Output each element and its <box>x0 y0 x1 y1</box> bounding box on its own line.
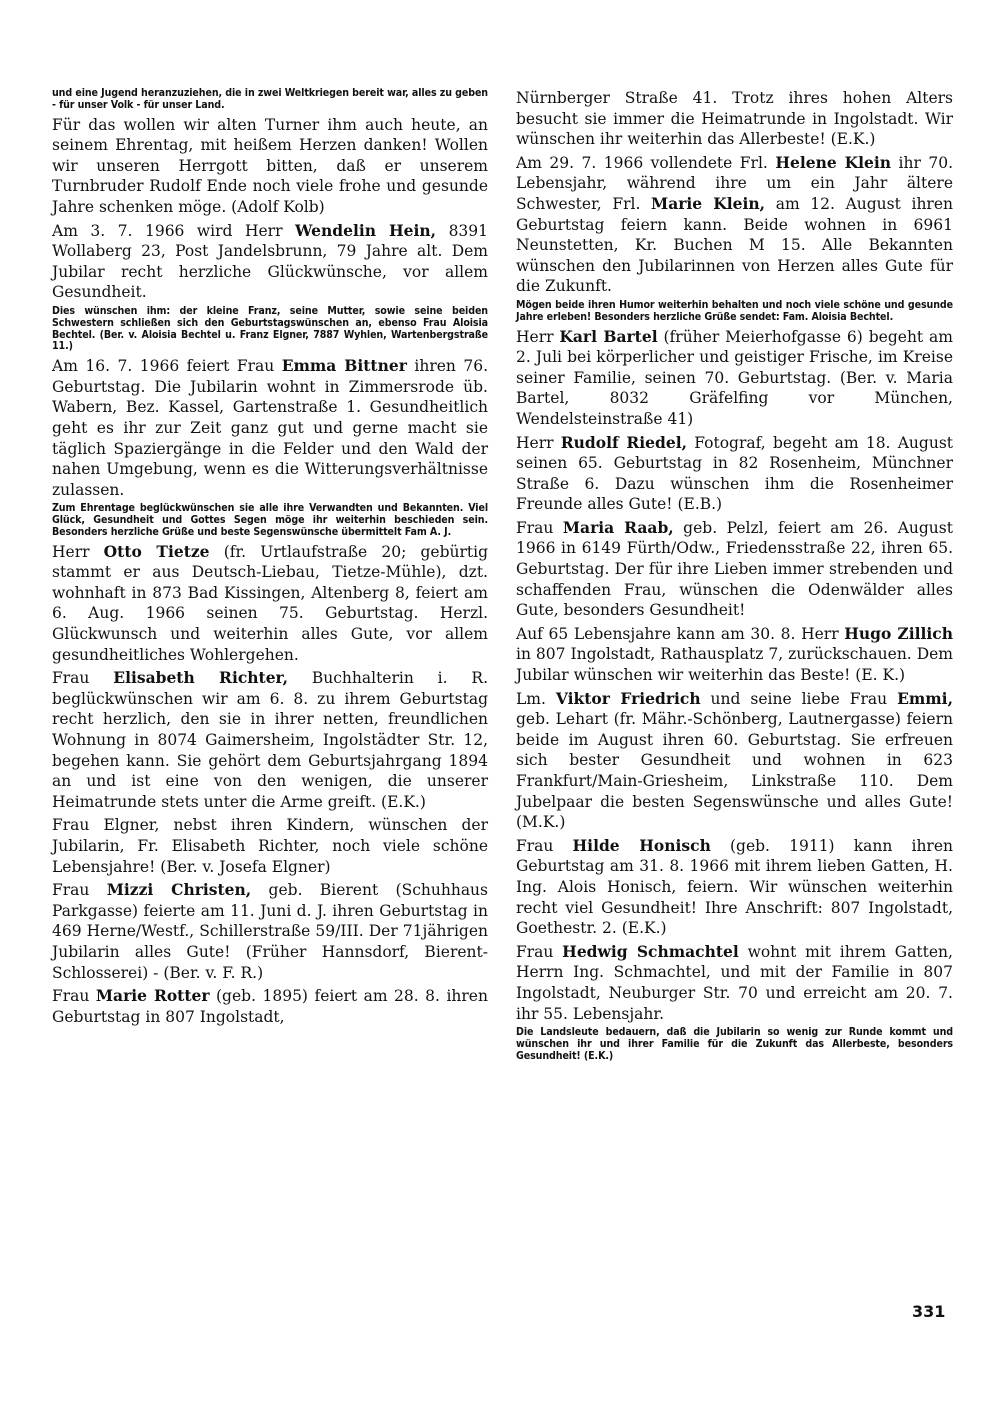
text-run: Am 3. 7. 1966 wird Herr <box>52 221 295 240</box>
text-run: geb. Lehart (fr. Mähr.-Schönberg, Lautnergasse) feiern beide im August ihren 60. Geburtstag. Sie erfreuen sich bester Gesundheit und wohnen in 623 Frankfurt/Main-Griesheim, Linkstraße 110. Dem Jubelpaar die besten Segenswünsche und alles Gute! (M.K.) <box>516 710 953 832</box>
text-run: (geb. 1895) feiert am 28. 8. ihren Geburtstag in 807 Ingolstadt, <box>52 987 488 1026</box>
person-name: Maria Raab, <box>562 517 674 537</box>
text-run: Frau <box>516 518 563 537</box>
text-run: Frau <box>516 942 563 961</box>
text-run: Buchhalterin i. R. beglückwünschen wir am 6. 8. zu ihrem Geburtstag recht herzlich, den sie in ihrer netten, freundlichen Wohnung in 8074 Gaimersheim, Ingolstädter Str. 12, begehen kann. Sie gehört dem Geburtsjahrgang 1894 an und ist eine von den wenigen, die unserer Heimatrunde stets unter die Arme greift. (E.K.) <box>52 669 488 811</box>
text-run: ihren 76. Geburtstag. Die Jubilarin wohnt in Zimmersrode üb. Wabern, Bez. Kassel, Gartenstraße 1. Gesundheitlich geht es ihr zur Zeit ganz gut und gerne macht sie täglich Spaziergänge in die Felder und den Wald der nahen Umgebung, wenn es die Witterungsverhältnisse zulassen. <box>52 357 489 499</box>
person-name: Emma Bittner <box>281 356 407 376</box>
text-run: Frau <box>52 987 96 1006</box>
text-run: Frau Elgner, nebst ihren Kindern, wünschen der Jubilarin, Fr. Elisabeth Richter, noch viele schöne Lebensjahre! (Ber. v. Josefa Elgner) <box>52 816 488 876</box>
text-run: Nürnberger Straße 41. Trotz ihres hohen Alters besucht sie immer die Heimatrunde in Ingolstadt. Wir wünschen ihr weiterhin das Allerbeste! (E.K.) <box>516 89 953 149</box>
greeting-note <box>52 306 488 353</box>
person-name: Rudolf Riedel, <box>560 432 687 452</box>
person-name: Marie Klein, <box>651 193 766 213</box>
person-name: Otto Tietze <box>103 541 210 561</box>
birthday-announcement <box>516 942 953 1024</box>
birthday-announcement <box>52 221 488 303</box>
text-run: Herr <box>52 542 104 561</box>
text-run: Auf 65 Lebensjahre kann am 30. 8. Herr <box>516 624 845 643</box>
text-run: 8391 Wollaberg 23, Post Jandelsbrunn, 79 Jahre alt. Dem Jubilar recht herzliche Glückwünsche, vor allem Gesundheit. <box>52 221 489 302</box>
birthday-announcement <box>516 836 953 939</box>
birthday-announcement <box>516 518 953 621</box>
text-run: Lm. <box>516 689 556 708</box>
birthday-announcement <box>52 356 488 500</box>
text-run: (früher Meierhofgasse 6) begeht am 2. Juli bei körperlicher und geistiger Frische, im Kreise seiner Familie, seinen 70. Geburtstag. (Ber. v. Maria Bartel, 8032 Gräfelfing vor München, Wendelsteinstraße 41) <box>516 327 953 428</box>
person-name: Marie Rotter <box>95 986 210 1006</box>
text-run: und eine Jugend heranzuziehen, die in zwei Weltkriegen bereit war, alles zu geben - für unser Volk - für unser Land. <box>52 87 488 111</box>
person-name: Emmi, <box>897 688 953 708</box>
text-run: Frau <box>516 836 573 855</box>
birthday-announcement <box>516 88 953 150</box>
text-run: Herr <box>516 327 560 346</box>
person-name: Mizzi Christen, <box>106 880 252 900</box>
text-run: Für das wollen wir alten Turner ihm auch heute, an seinem Ehrentag, mit heißem Herzen danken! Wollen wir unseren Herrgott bitten, daß er unserem Turnbruder Rudolf Ende noch viele frohe und gesunde Jahre schenken möge. (Adolf Kolb) <box>52 115 488 216</box>
text-run: Fotograf, begeht am 18. August seinen 65. Geburtstag in 82 Rosenheim, Münchner Straße 6. Dazu wünschen ihm die Rosenheimer Freunde alles Gute! (E.B.) <box>516 433 954 514</box>
greeting-note <box>52 503 488 538</box>
greeting-note <box>52 88 488 112</box>
text-run: Mögen beide ihren Humor weiterhin behalten und noch viele schöne und gesunde Jahre erleben! Besonders herzliche Grüße sendet: Fam. Aloisia Bechtel. <box>516 298 953 323</box>
birthday-announcement <box>52 880 488 983</box>
text-run: in 807 Ingolstadt, Rathausplatz 7, zurückschauen. Dem Jubilar wünschen wir weiterhin das Beste! (E. K.) <box>516 645 953 685</box>
birthday-announcement <box>52 986 488 1027</box>
birthday-announcement <box>516 624 953 686</box>
greeting-note <box>516 1027 953 1062</box>
birthday-announcement <box>516 689 953 833</box>
page-number: 331 <box>912 1302 946 1321</box>
birthday-announcement <box>52 115 488 218</box>
person-name: Helene Klein <box>775 152 892 172</box>
text-run: und seine liebe Frau <box>700 689 898 708</box>
birthday-announcement <box>52 668 488 812</box>
birthday-announcement <box>52 542 488 666</box>
birthday-announcement <box>516 433 953 515</box>
right-column <box>516 88 953 1066</box>
person-name: Karl Bartel <box>559 326 658 346</box>
person-name: Hedwig Schmachtel <box>562 941 739 961</box>
left-column <box>52 88 488 1030</box>
text-run: Dies wünschen ihm: der kleine Franz, seine Mutter, sowie seine beiden Schwestern schließen sich den Geburtstagswünschen an, ebenso Frau Aloisia Bechtel. (Ber. v. Aloisia Bechtel u. Franz Elgner, 7887 Wyhlen, Wartenbergstraße 11.) <box>52 304 488 353</box>
greeting-note <box>516 300 953 324</box>
text-run: am 12. August ihren Geburtstag feiern kann. Beide wohnen in 6961 Neunstetten, Kr. Buchen M 15. Alle Bekannten wünschen den Jubilarinnen von Herzen alles Gute für die Zukunft. <box>516 194 953 296</box>
person-name: Elisabeth Richter, <box>113 668 288 688</box>
text-run: Frau <box>52 881 107 900</box>
birthday-announcement <box>52 815 488 877</box>
text-run: (fr. Urtlaufstraße 20; gebürtig stammt er aus Deutsch-Liebau, Tietze-Mühle), dzt. wohnhaft in 873 Bad Kissingen, Altenberg 8, feiert am 6. Aug. 1966 seinen 75. Geburtstag. Herzl. Glückwunsch und weiterhin alles Gute, vor allem gesundheitliches Wohlergehen. <box>52 542 488 664</box>
person-name: Wendelin Hein, <box>295 220 437 240</box>
text-run: Zum Ehrentage beglückwünschen sie alle ihre Verwandten und Bekannten. Viel Glück, Gesundheit und Gottes Segen möge ihr weiterhin beschieden sein. Besonders herzliche Grüße und beste Segenswünsche übermittelt Fam A. J. <box>52 502 488 538</box>
text-run: geb. Bierent (Schuhhaus Parkgasse) feierte am 11. Juni d. J. ihren Geburtstag in 469 Herne/Westf., Schillerstraße 59/III. Der 71jährigen Jubilarin alles Gute! (Früher Hannsdorf, Bierent-Schlosserei) - (Ber. v. F. R.) <box>52 881 488 982</box>
person-name: Viktor Friedrich <box>555 688 701 708</box>
text-run: geb. Pelzl, feiert am 26. August 1966 in 6149 Fürth/Odw., Friedensstraße 22, ihren 65. Geburtstag. Der für ihre Lieben immer strebenden und schaffenden Frau, wünschen die Odenwälder alles Gute, besonders Gesundheit! <box>516 518 953 620</box>
person-name: Hugo Zillich <box>844 623 953 643</box>
person-name: Hilde Honisch <box>572 835 711 855</box>
birthday-announcement <box>516 153 953 297</box>
birthday-announcement <box>516 327 953 430</box>
text-run: Frau <box>52 669 114 688</box>
text-run: Herr <box>516 433 561 452</box>
text-run: Am 16. 7. 1966 feiert Frau <box>52 357 282 376</box>
text-run: wohnt mit ihrem Gatten, Herrn Ing. Schmachtel, und mit der Familie in 807 Ingolstadt, Neuburger Str. 70 und erreicht am 20. 7. ihr 55. Lebensjahr. <box>516 942 953 1023</box>
text-run: ihr 70. Lebensjahr, während ihre um ein Jahr ältere Schwester, Frl. <box>516 153 953 213</box>
text-run: Die Landsleute bedauern, daß die Jubilarin so wenig zur Runde kommt und wünschen ihr und ihrer Familie für die Zukunft das Allerbeste, besonders Gesundheit! (E.K.) <box>516 1026 953 1062</box>
text-run: (geb. 1911) kann ihren Geburtstag am 31. 8. 1966 mit ihrem lieben Gatten, H. Ing. Alois Honisch, feiern. Wir wünschen weiterhin recht viel Gesundheit! Ihre Anschrift: 807 Ingolstadt, Goethestr. 2. (E.K.) <box>516 836 953 938</box>
text-run: Am 29. 7. 1966 vollendete Frl. <box>516 153 776 172</box>
